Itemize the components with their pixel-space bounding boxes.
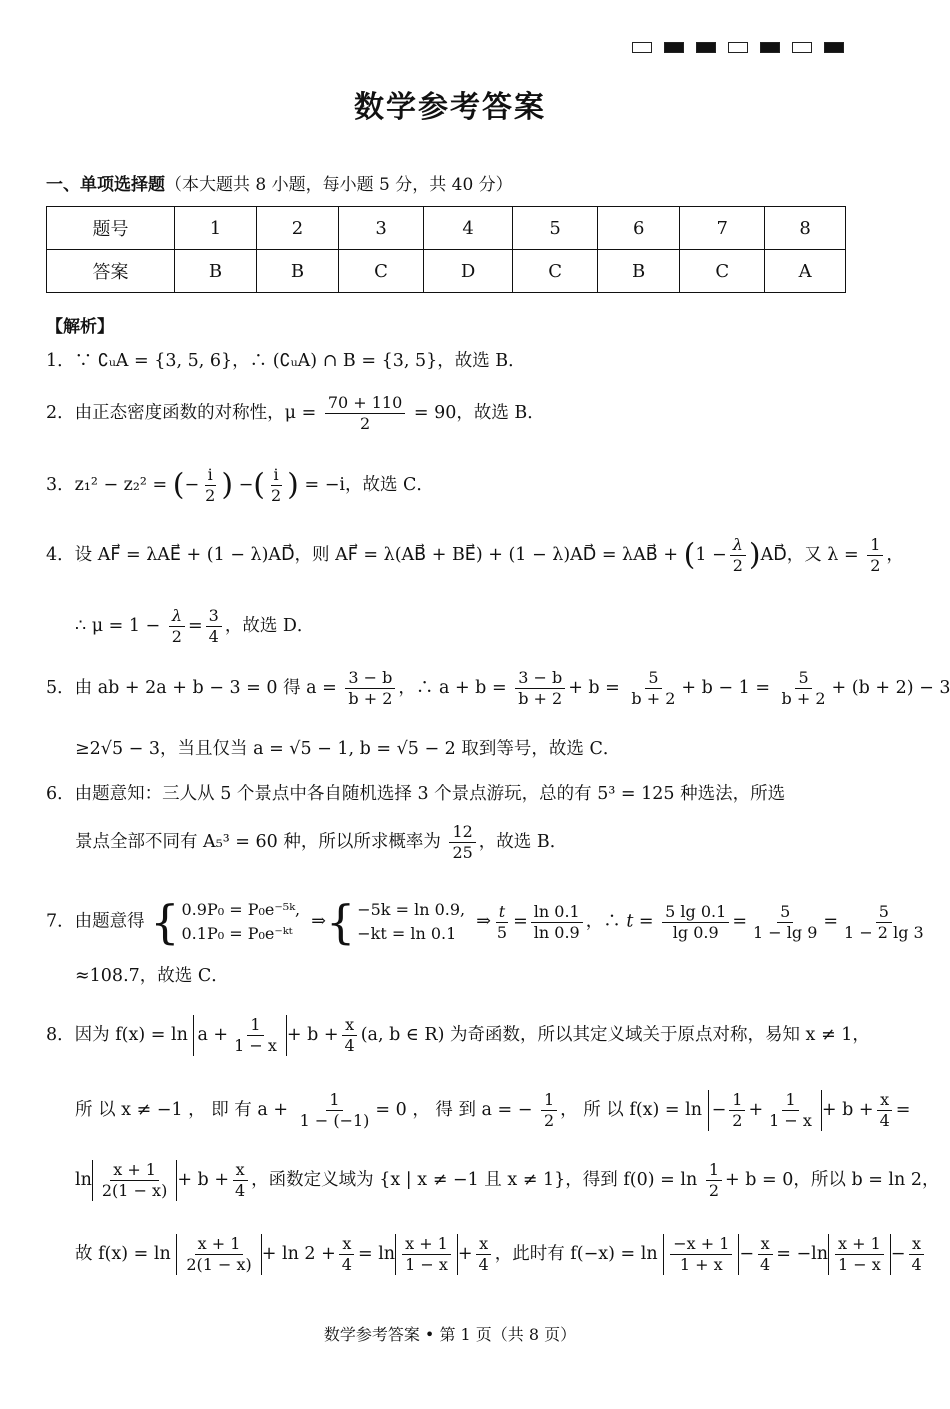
table-cell: 7 [680, 207, 765, 250]
solution-8-text: 8．因为 f(x) = ln [46, 1025, 188, 1045]
solution-7-text: 7．由题意得 [46, 911, 145, 932]
table-head-answer: 答案 [47, 250, 175, 293]
section-title: 一、单项选择题 [46, 175, 165, 195]
analysis-heading: 【解析】 [46, 317, 114, 337]
table-cell: D [424, 250, 513, 293]
solution-6-line-2: 景点全部不同有 A₅³ = 60 种，所以所求概率为 $\frac{12}{25}$ ，故选 B． [75, 822, 568, 862]
solution-5-text: 5．由 ab + 2a + b − 3 = 0 得 a = [46, 678, 337, 698]
table-cell: B [256, 250, 338, 293]
table-cell: 3 [338, 207, 423, 250]
answer-table [46, 206, 846, 293]
table-cell: 2 [256, 207, 338, 250]
solution-4-line-2: ∴ μ = 1 − $\frac{\lambda}{2}$ = $\frac{3}{4}$ ，故选 D． [75, 606, 315, 646]
solution-8-line-3: ln $\frac{x + 1}{2(1 - x)}$ + b + $\frac{x}{4}$ ，函数定义域为 {x | x ≠ −1 且 x ≠ 1}，得到 f(0) = ln $\frac{1}{2}$ + b = 0，所以 b = ln 2， [75, 1160, 940, 1200]
solution-8-line-4: 故 f(x) = ln $\frac{x + 1}{2(1 - x)}$ + ln 2 + $\frac{x}{4}$ = ln $\frac{x + 1}{1 - x}$ + $\frac{x}{4}$ ，此时有 f(−x) = ln $\frac{-x + 1}{1 + x}$ − $\frac{x}{4}$ = −ln $\frac{x + 1}{1 - x}$ − $\frac{x}{4}$ [75, 1234, 851, 1275]
table-cell: 4 [424, 207, 513, 250]
solution-3-text: 3．z₁² − z₂² = [46, 475, 168, 495]
table-cell: B [175, 250, 257, 293]
solution-8-line-2: 所 以 x ≠ −1 ， 即 有 a + $\frac{1}{1 - (-1)}$ = 0 ， 得 到 a = − $\frac{1}{2}$ ， 所 以 f(x) = ln − $\frac{1}{2}$ + $\frac{1}{1 - x}$ + b + $\frac{x}{4}$ = [75, 1090, 911, 1130]
solution-8-text-3: 所 以 x ≠ −1 ， 即 有 a + [75, 1100, 288, 1120]
solution-3: 3．z₁² − z₂² = (− $\frac{i}{2}$ ) −( $\frac{i}{2}$ ) = −i，故选 C． [46, 465, 434, 505]
solution-5-line-2: ≥2√5 − 3，当且仅当 a = √5 − 1, b = √5 − 2 取到等号，故选 C． [75, 739, 621, 759]
table-row-numbers [47, 207, 846, 250]
mark-filled [696, 42, 716, 53]
corner-marks [632, 42, 844, 53]
solution-7-line-1: 7．由题意得 { 0.9P₀ = P₀e⁻⁵ᵏ, 0.1P₀ = P₀e⁻ᵏᵗ ⇒ { −5k = ln 0.9, −kt = ln 0.1 ⇒ $\frac{t}{5}$ = $\frac{\ln 0.1}{\ln 0.9}$ ，∴ t = $\frac{5 \lg 0.1}{\lg 0.9}$ = $\frac{5}{1 - \lg 9}$ = $\frac{5}{1 - 2 \lg 3}$ [46, 895, 924, 949]
solution-7-line-2: ≈108.7，故选 C． [75, 966, 229, 986]
solution-2-text: 2．由正态密度函数的对称性，μ = [46, 403, 317, 423]
solution-6-line-1: 6．由题意知：三人从 5 个景点中各自随机选择 3 个景点游玩，总的有 5³ = 125 种选法，所选 [46, 784, 786, 804]
solution-5-text-2: ，∴ a + b = [398, 678, 507, 698]
solution-4-text-3: ∴ μ = 1 − [75, 616, 161, 636]
mark-filled [824, 42, 844, 53]
table-cell: 8 [765, 207, 846, 250]
solution-6-text: 景点全部不同有 A₅³ = 60 种，所以所求概率为 [75, 832, 441, 852]
solution-8-text-5: ， 所 以 f(x) = ln [560, 1100, 703, 1120]
solution-4-line-1: 4．设 AF⃗ = λAE⃗ + (1 − λ)AD⃗，则 AF⃗ = λ(AB⃗ + BE⃗) + (1 − λ)AD⃗ = λAB⃗ + (1 − $\frac{\lambda}{2}$ )AD⃗，又 λ = $\frac{1}{2}$ ， [46, 535, 904, 575]
section-heading [46, 170, 513, 195]
solution-8-text-4: = 0 ， 得 到 a = − [375, 1100, 533, 1120]
mark-empty [792, 42, 812, 53]
table-cell: C [338, 250, 423, 293]
table-cell: A [765, 250, 846, 293]
solution-8-text-8: 故 f(x) = ln [75, 1244, 171, 1264]
solution-4-result: ，故选 D． [224, 616, 315, 636]
section-note: （本大题共 8 小题，每小题 5 分，共 40 分） [165, 175, 513, 195]
table-cell: B [598, 250, 680, 293]
table-cell: 5 [513, 207, 598, 250]
solution-1: 1．∵ ∁ᵤA = {3, 5, 6}，∴ (∁ᵤA) ∩ B = {3, 5}，故选 B． [46, 351, 526, 371]
solution-4-text-2: AD⃗，又 λ = [760, 545, 859, 565]
solution-8-text-6: ，函数定义域为 {x | x ≠ −1 且 x ≠ 1}，得到 f(0) = ln [251, 1170, 698, 1190]
page-title: 数学参考答案 [354, 90, 546, 125]
solution-8-text-9: ，此时有 f(−x) = ln [494, 1244, 658, 1264]
page-footer: 数学参考答案 • 第 1 页（共 8 页） [323, 1325, 577, 1344]
solution-2-result: = 90，故选 B． [413, 403, 545, 423]
solution-3-result: = −i，故选 C． [304, 475, 434, 495]
mark-filled [760, 42, 780, 53]
solution-8-line-1: 8．因为 f(x) = ln a + $\frac{1}{1 - x}$ + b + $\frac{x}{4}$ (a, b ∈ R) 为奇函数，所以其定义域关于原点对称，易知 x ≠ 1， [46, 1015, 870, 1055]
table-cell: C [513, 250, 598, 293]
table-cell: 1 [175, 207, 257, 250]
solution-8-text-7: + b = 0，所以 b = ln 2， [725, 1170, 940, 1190]
table-row-answers [47, 250, 846, 293]
table-cell: 6 [598, 207, 680, 250]
fraction: $\frac{70 + 110}{2}$ [325, 393, 405, 434]
solution-8-text-2: (a, b ∈ R) 为奇函数，所以其定义域关于原点对称，易知 x ≠ 1， [360, 1025, 870, 1045]
solution-4-text: 4．设 AF⃗ = λAE⃗ + (1 − λ)AD⃗，则 AF⃗ = λ(AB⃗ + BE⃗) + (1 − λ)AD⃗ = λAB⃗ + [46, 545, 679, 565]
solution-6-result: ，故选 B． [478, 832, 568, 852]
solution-2 [46, 393, 851, 434]
table-head-number: 题号 [47, 207, 175, 250]
mark-filled [664, 42, 684, 53]
table-cell: C [680, 250, 765, 293]
solution-5-line-1: 5．由 ab + 2a + b − 3 = 0 得 a = $\frac{3 - b}{b + 2}$ ，∴ a + b = $\frac{3 - b}{b + 2}$ + b = $\frac{5}{b + 2}$ + b − 1 = $\frac{5}{b + 2}$ + (b + 2) − 3 [46, 668, 950, 708]
mark-empty [728, 42, 748, 53]
mark-empty [632, 42, 652, 53]
